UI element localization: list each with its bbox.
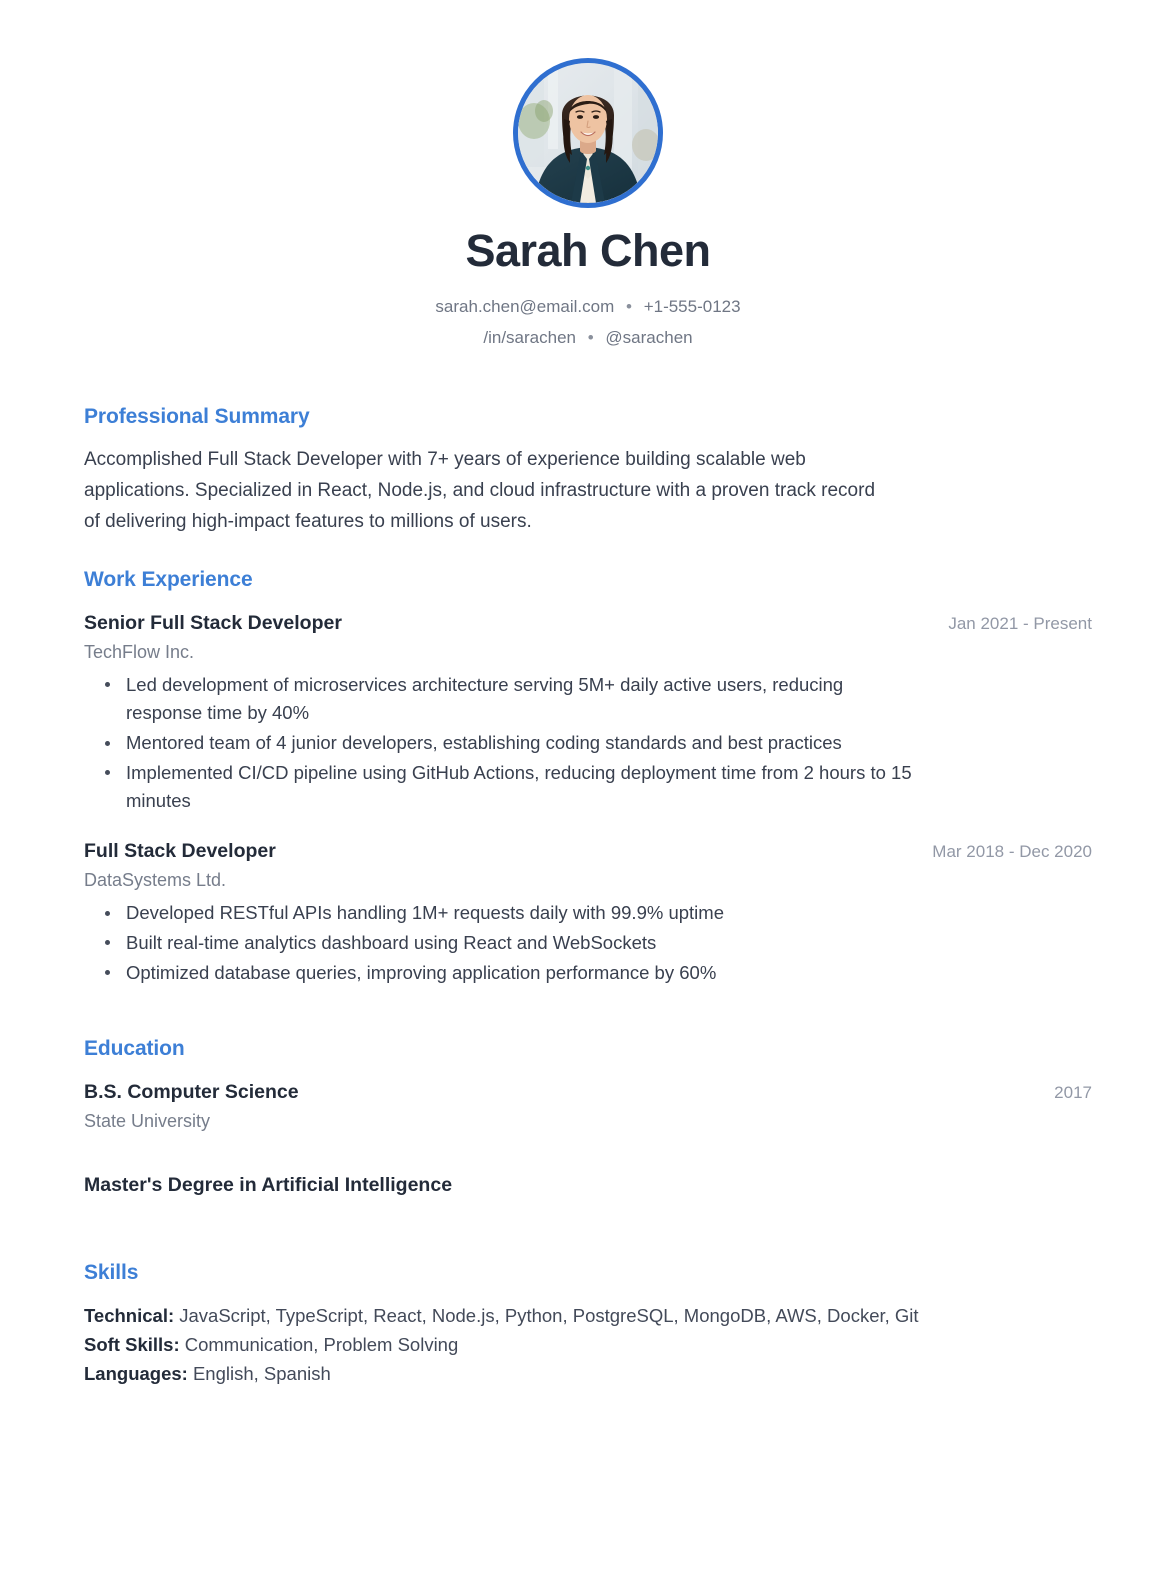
school-name: State University (84, 1111, 211, 1132)
contact-separator-icon: • (587, 327, 594, 347)
skill-values: Communication, Problem Solving (184, 1334, 459, 1356)
list-item (84, 759, 924, 816)
bullet-text: Built real-time analytics dashboard using React and WebSockets (126, 931, 657, 953)
section-heading-skills: Skills (84, 1261, 139, 1285)
bullet-dot-icon (105, 770, 110, 775)
skill-row (84, 1360, 1092, 1389)
bullet-text: Optimized database queries, improving application performance by 60% (126, 961, 717, 983)
job-bullet-list (84, 899, 1092, 987)
job-dates: Mar 2018 - Dec 2020 (932, 842, 1092, 862)
contact-separator-icon: • (626, 297, 632, 317)
section-professional-summary (84, 405, 1092, 538)
bullet-text: Led development of microservices architecture serving 5M+ daily active users, reducing response time by 40% (126, 673, 844, 724)
linkedin-text: /in/sarachen (483, 327, 576, 347)
job-title: Senior Full Stack Developer (84, 611, 342, 634)
experience-entry-header (84, 840, 1092, 863)
bullet-dot-icon (105, 970, 110, 975)
bullet-text: Developed RESTful APIs handling 1M+ requests daily with 99.9% uptime (126, 902, 724, 924)
contact-info (84, 292, 1092, 353)
list-item (84, 929, 924, 958)
list-item (84, 729, 924, 758)
company-name: TechFlow Inc. (84, 641, 195, 662)
section-heading-summary: Professional Summary (84, 404, 310, 428)
skill-values: English, Spanish (192, 1362, 331, 1384)
page-title: Sarah Chen (465, 225, 711, 276)
skill-row (84, 1302, 1092, 1331)
skill-category-label: Soft Skills: (84, 1334, 180, 1356)
resume-header (84, 0, 1092, 353)
contact-row-secondary (84, 323, 1092, 353)
bullet-text: Implemented CI/CD pipeline using GitHub Actions, reducing deployment time from 2 hours to 15 minutes (126, 761, 912, 812)
job-bullet-list (84, 671, 1092, 816)
education-entry (84, 1081, 1092, 1132)
profile-photo-image (518, 63, 658, 203)
skill-category-label: Languages: (84, 1362, 188, 1384)
education-entry-header (84, 1081, 1092, 1104)
education-entry-header (84, 1174, 1092, 1197)
skill-values: JavaScript, TypeScript, React, Node.js, Python, PostgreSQL, MongoDB, AWS, Docker, Git (179, 1305, 919, 1327)
degree-title: B.S. Computer Science (84, 1081, 299, 1104)
avatar (513, 58, 663, 208)
job-dates: Jan 2021 - Present (948, 613, 1092, 633)
bullet-dot-icon (105, 741, 110, 746)
bullet-dot-icon (105, 940, 110, 945)
company-name: DataSystems Ltd. (84, 870, 227, 891)
phone-text: +1-555-0123 (643, 297, 741, 317)
skill-category-label: Technical: (84, 1305, 175, 1327)
skills-list (84, 1302, 1092, 1389)
experience-entry (84, 612, 1092, 816)
list-item (84, 671, 924, 728)
summary-paragraph: Accomplished Full Stack Developer with 7+ years of experience building scalable web applications. Specialized in React, Node.js, and cloud infrastructure with a proven track record of delivering high-impact features to millions of users. (84, 448, 876, 532)
section-heading-experience: Work Experience (84, 567, 253, 591)
contact-row-primary (84, 292, 1092, 322)
experience-entry (84, 840, 1092, 987)
bullet-dot-icon (105, 911, 110, 916)
section-skills (84, 1261, 1092, 1389)
section-heading-education: Education (84, 1037, 185, 1061)
degree-title: Master's Degree in Artificial Intelligence (84, 1174, 453, 1197)
twitter-text: @sarachen (605, 327, 693, 347)
email-text: sarah.chen@email.com (435, 297, 615, 317)
section-education (84, 1037, 1092, 1197)
degree-year: 2017 (1054, 1083, 1092, 1103)
bullet-dot-icon (105, 682, 110, 687)
experience-entry-header (84, 612, 1092, 635)
list-item (84, 899, 924, 928)
job-title: Full Stack Developer (84, 840, 276, 863)
bullet-text: Mentored team of 4 junior developers, establishing coding standards and best practices (126, 732, 842, 754)
spacer (84, 1132, 1092, 1154)
skill-row (84, 1331, 1092, 1360)
section-work-experience (84, 568, 1092, 987)
education-entry (84, 1174, 1092, 1197)
list-item (84, 959, 924, 988)
